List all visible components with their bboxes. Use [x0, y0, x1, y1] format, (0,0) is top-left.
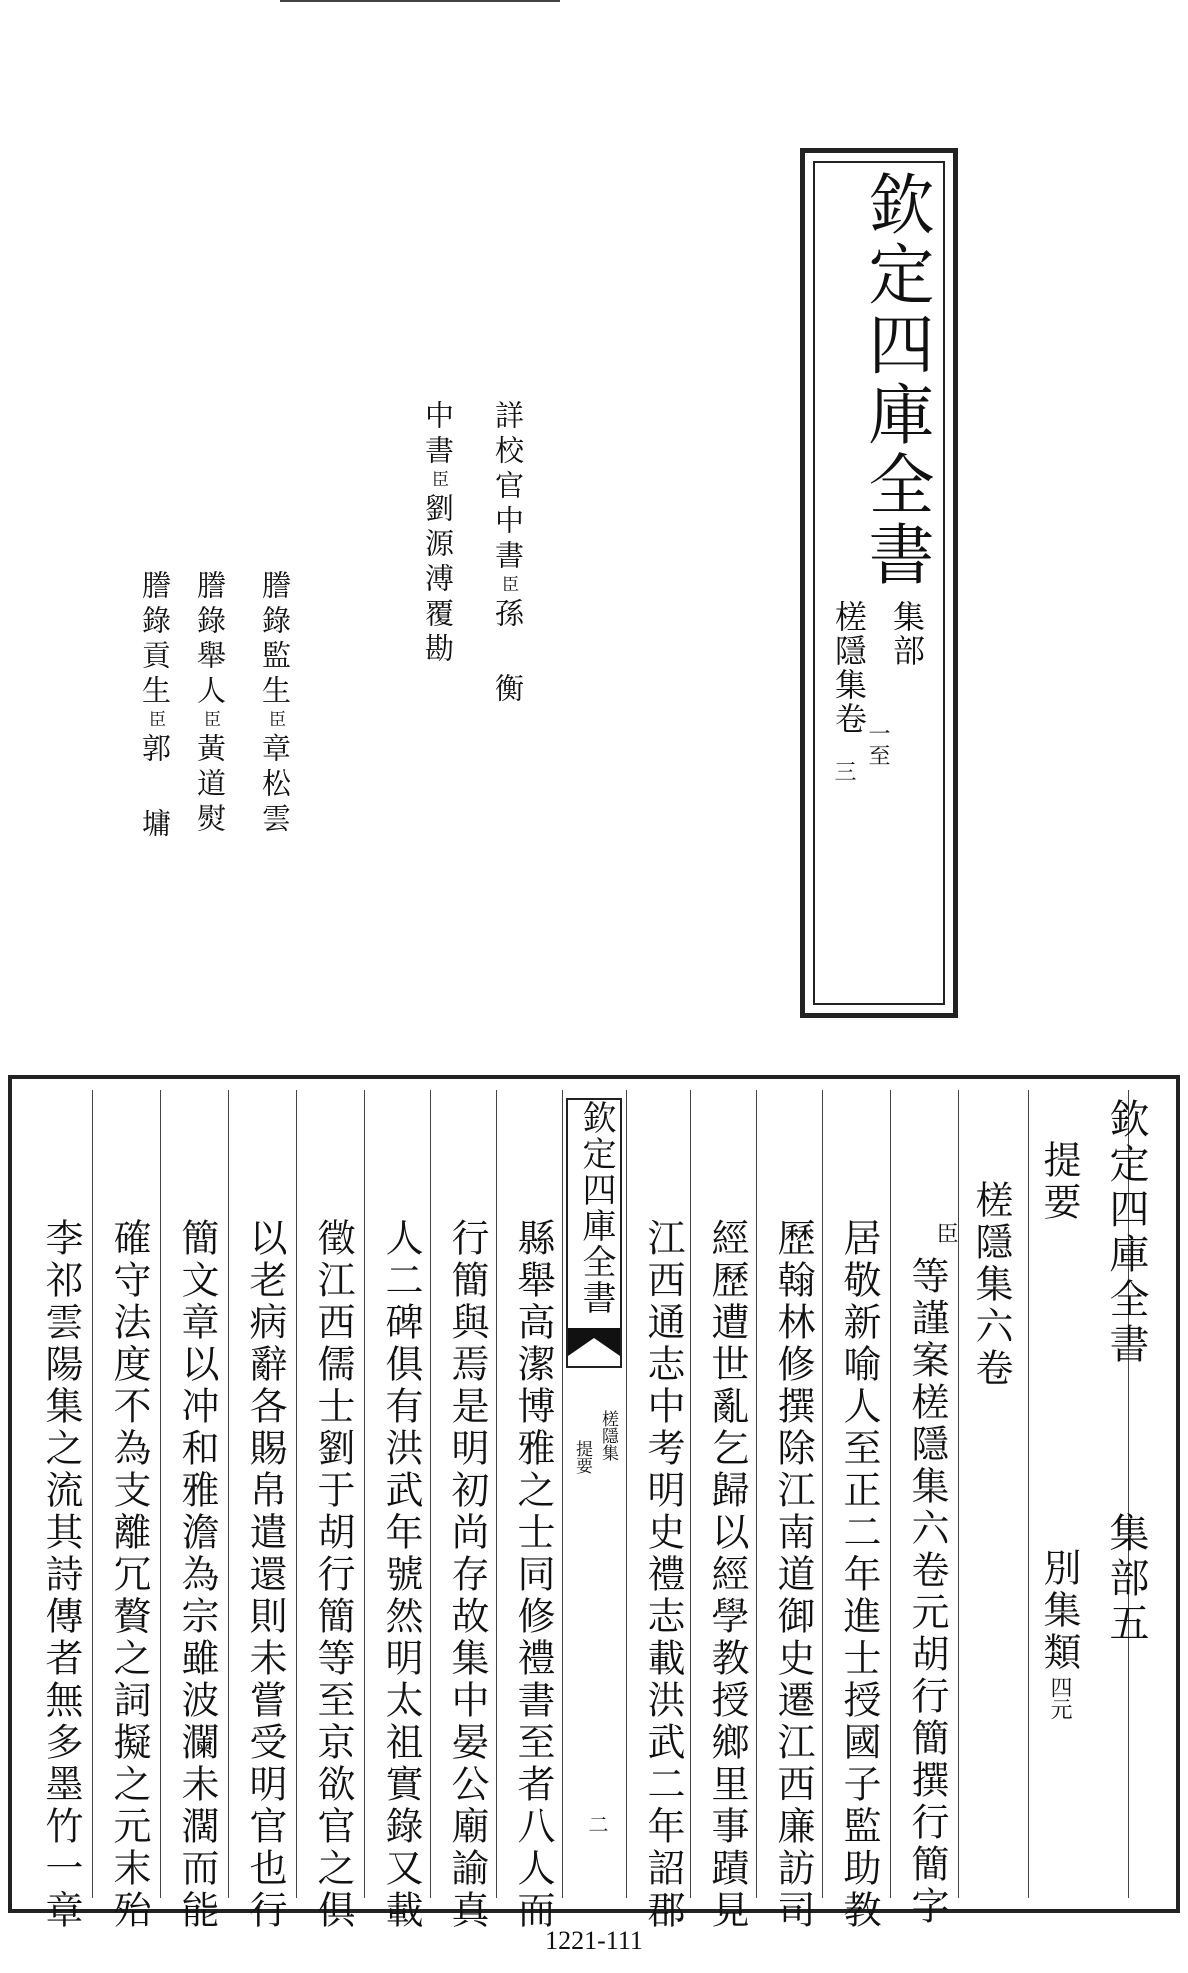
credit-copyist-1	[255, 570, 296, 838]
text-column: 居敬新喻人至正二年進士授國子監助教	[837, 1218, 881, 1932]
credit-reviewer	[418, 400, 459, 668]
category-label: 別集類	[1037, 1548, 1081, 1674]
text-column: 縣舉高潔博雅之士同修禮書至者八人而	[511, 1218, 555, 1932]
text-column: 徵江西儒士劉于胡行簡等至京欲官之俱	[311, 1218, 355, 1932]
text-column: 等謹案槎隱集六卷元胡行簡撰行簡字	[905, 1256, 949, 1928]
credit-name: 章松雲	[258, 733, 292, 838]
credit-title: 謄錄貢生	[138, 570, 172, 710]
credit-name: 郭 墉	[138, 733, 172, 843]
text-column: 人二碑俱有洪武年號然明太祖實錄又載	[379, 1218, 423, 1932]
credit-honorific: 臣	[200, 710, 220, 733]
column-rule	[364, 1090, 365, 1898]
fishtail-ornament	[568, 1328, 620, 1356]
credit-name: 黃道熨	[193, 733, 227, 838]
page-number: 1221-111	[545, 1926, 643, 1955]
credit-title: 謄錄舉人	[193, 570, 227, 710]
center-section: 提要	[572, 1440, 592, 1474]
column-rule	[958, 1090, 959, 1898]
column-rule	[756, 1090, 757, 1898]
category-dynasty: 四元	[1047, 1676, 1072, 1720]
column-rule	[1028, 1090, 1029, 1898]
text-column: 以老病辭各賜帛遣還則未嘗受明官也行	[243, 1218, 287, 1932]
text-column: 行簡與焉是明初尚存故集中晏公廟諭真	[445, 1218, 489, 1932]
credit-honorific: 臣	[265, 710, 285, 733]
column-rule	[430, 1090, 431, 1898]
text-column: 李祁雲陽集之流其詩傳者無多墨竹一章	[39, 1218, 83, 1932]
text-column: 歷翰林修撰除江南道御史遷江西廉訪司	[771, 1218, 815, 1932]
book-title: 槎隱集六卷	[969, 1180, 1013, 1390]
center-plate-title: 欽定四庫全書	[576, 1100, 616, 1316]
column-rule	[890, 1090, 891, 1898]
text-column: 經歷遭世亂乞歸以經學教授鄉里事蹟見	[705, 1218, 749, 1932]
column-rule	[296, 1090, 297, 1898]
text-column: 江西通志中考明史禮志載洪武二年詔郡	[641, 1218, 685, 1932]
plate-section: 集部	[888, 600, 926, 668]
credit-title: 謄錄監生	[258, 570, 292, 710]
credit-name: 劉源溥覆勘	[421, 493, 455, 668]
center-book-title: 槎隱集	[598, 1410, 618, 1461]
column-rule	[496, 1090, 497, 1898]
text-honorific: 臣	[933, 1222, 958, 1244]
column-rule	[92, 1090, 93, 1898]
plate-volume: 槎隱集卷	[830, 600, 868, 736]
center-page-number: 二	[585, 1814, 609, 1834]
page-header-title: 欽定四庫全書	[1103, 1098, 1149, 1368]
plate-title: 欽定四庫全書	[857, 170, 934, 590]
credit-copyist-3	[135, 570, 176, 843]
credit-title: 中書	[421, 400, 455, 470]
column-rule	[626, 1090, 627, 1898]
plate-range-first: 一至	[865, 722, 890, 766]
credit-title: 詳校官中書	[491, 400, 525, 575]
text-column: 簡文章以冲和雅澹為宗雖波瀾未濶而能	[175, 1218, 219, 1932]
text-column: 確守法度不為支離冗贅之詞擬之元末殆	[107, 1218, 151, 1932]
column-rule	[562, 1090, 563, 1898]
credit-proofreader	[488, 400, 529, 708]
column-rule	[822, 1090, 823, 1898]
credit-honorific: 臣	[428, 470, 448, 493]
top-rule	[280, 0, 560, 2]
plate-range-last: 三	[831, 760, 856, 782]
credit-honorific: 臣	[145, 710, 165, 733]
credit-copyist-2	[190, 570, 231, 838]
abstract-label: 提要	[1037, 1140, 1081, 1224]
column-rule	[160, 1090, 161, 1898]
credit-honorific: 臣	[498, 575, 518, 598]
credit-name: 孫 衡	[491, 598, 525, 708]
column-rule	[228, 1090, 229, 1898]
page-header-section: 集部五	[1103, 1512, 1149, 1647]
